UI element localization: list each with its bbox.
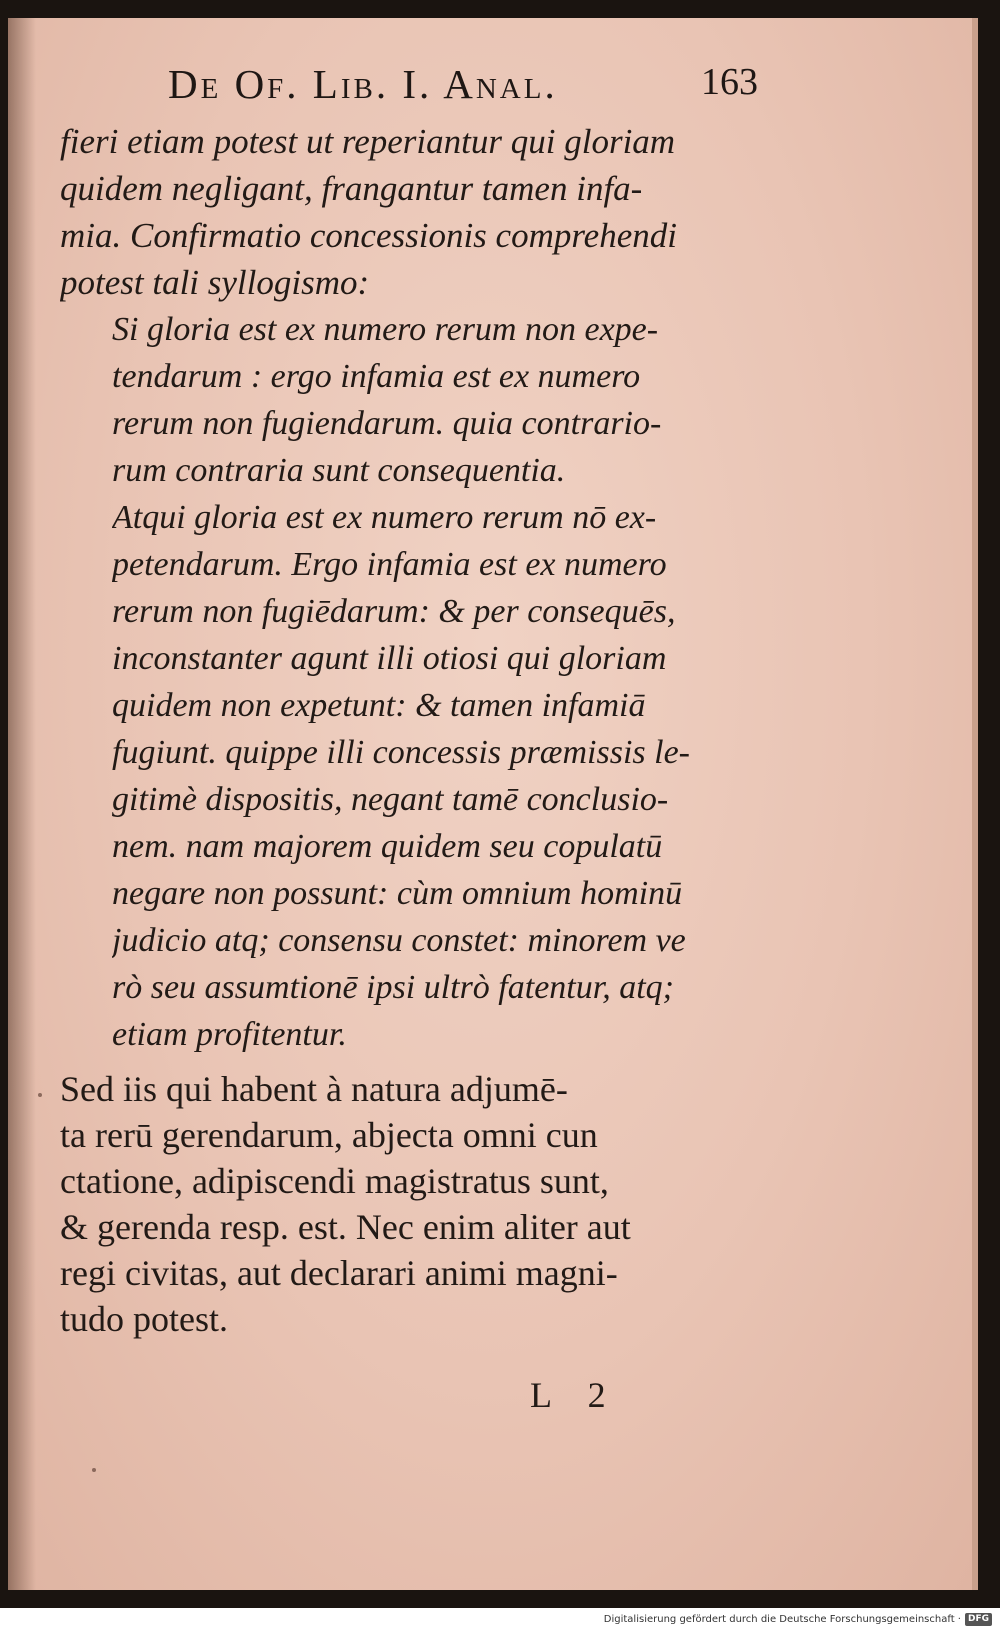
text-line: Si gloria est ex numero rerum non expe- xyxy=(112,311,659,348)
text-block xyxy=(60,118,750,1342)
text-line: rerum non fugiendarum. quia contrario- xyxy=(112,405,662,442)
digitization-footer xyxy=(604,1611,992,1627)
page-number: 163 xyxy=(701,61,758,103)
text-line: potest tali syllogismo: xyxy=(60,263,370,302)
roman-paragraph xyxy=(60,1066,750,1342)
italic-paragraph xyxy=(60,118,750,306)
text-line: etiam profitentur. xyxy=(112,1016,347,1053)
text-line: ctatione, adipiscendi magistratus sunt, xyxy=(60,1161,609,1201)
text-line: tendarum : ergo infamia est ex numero xyxy=(112,358,641,395)
text-line: nem. nam majorem quidem seu copulatū xyxy=(112,828,663,865)
text-line: rò seu assumtionē ipsi ultrò fatentur, atq; xyxy=(112,969,674,1006)
text-line: gitimè dispositis, negant tamē conclusio- xyxy=(112,781,669,818)
paper-stain xyxy=(38,1093,42,1097)
running-title: De Of. Lib. I. Anal. xyxy=(168,61,558,107)
text-line: rerum non fugiēdarum: & per consequēs, xyxy=(112,593,676,630)
text-line: regi civitas, aut declarari animi magni- xyxy=(60,1253,618,1293)
book-page xyxy=(8,18,978,1590)
text-line: petendarum. Ergo infamia est ex numero xyxy=(112,546,667,583)
text-line: mia. Confirmatio concessionis comprehendi xyxy=(60,216,677,255)
signature-mark: L 2 xyxy=(530,1375,606,1415)
running-head xyxy=(168,60,758,120)
text-line: Sed iis qui habent à natura adjumē- xyxy=(60,1069,568,1109)
text-line: quidem non expetunt: & tamen infamiā xyxy=(112,687,646,724)
paper-stain xyxy=(92,1468,96,1472)
text-line: fugiunt. quippe illi concessis præmissis le- xyxy=(112,734,690,771)
text-line: ta rerū gerendarum, abjecta omni cun xyxy=(60,1115,598,1155)
text-line: tudo potest. xyxy=(60,1299,228,1339)
text-line: quidem negligant, frangantur tamen infa- xyxy=(60,169,643,208)
syllogism-block xyxy=(112,306,750,1058)
text-line: & gerenda resp. est. Nec enim aliter aut xyxy=(60,1207,631,1247)
text-line: rum contraria sunt consequentia. xyxy=(112,452,566,489)
text-line: judicio atq; consensu constet: minorem ve xyxy=(112,922,686,959)
page-gutter-shadow xyxy=(8,18,36,1590)
dfg-logo-badge: DFG xyxy=(965,1613,992,1626)
text-line: fieri etiam potest ut reperiantur qui gloriam xyxy=(60,122,676,161)
footer-credit: Digitalisierung gefördert durch die Deutsche Forschungsgemeinschaft · xyxy=(603,1613,961,1625)
text-line: inconstanter agunt illi otiosi qui gloriam xyxy=(112,640,667,677)
text-line: negare non possunt: cùm omnium hominū xyxy=(112,875,683,912)
text-line: Atqui gloria est ex numero rerum nō ex- xyxy=(112,499,657,536)
